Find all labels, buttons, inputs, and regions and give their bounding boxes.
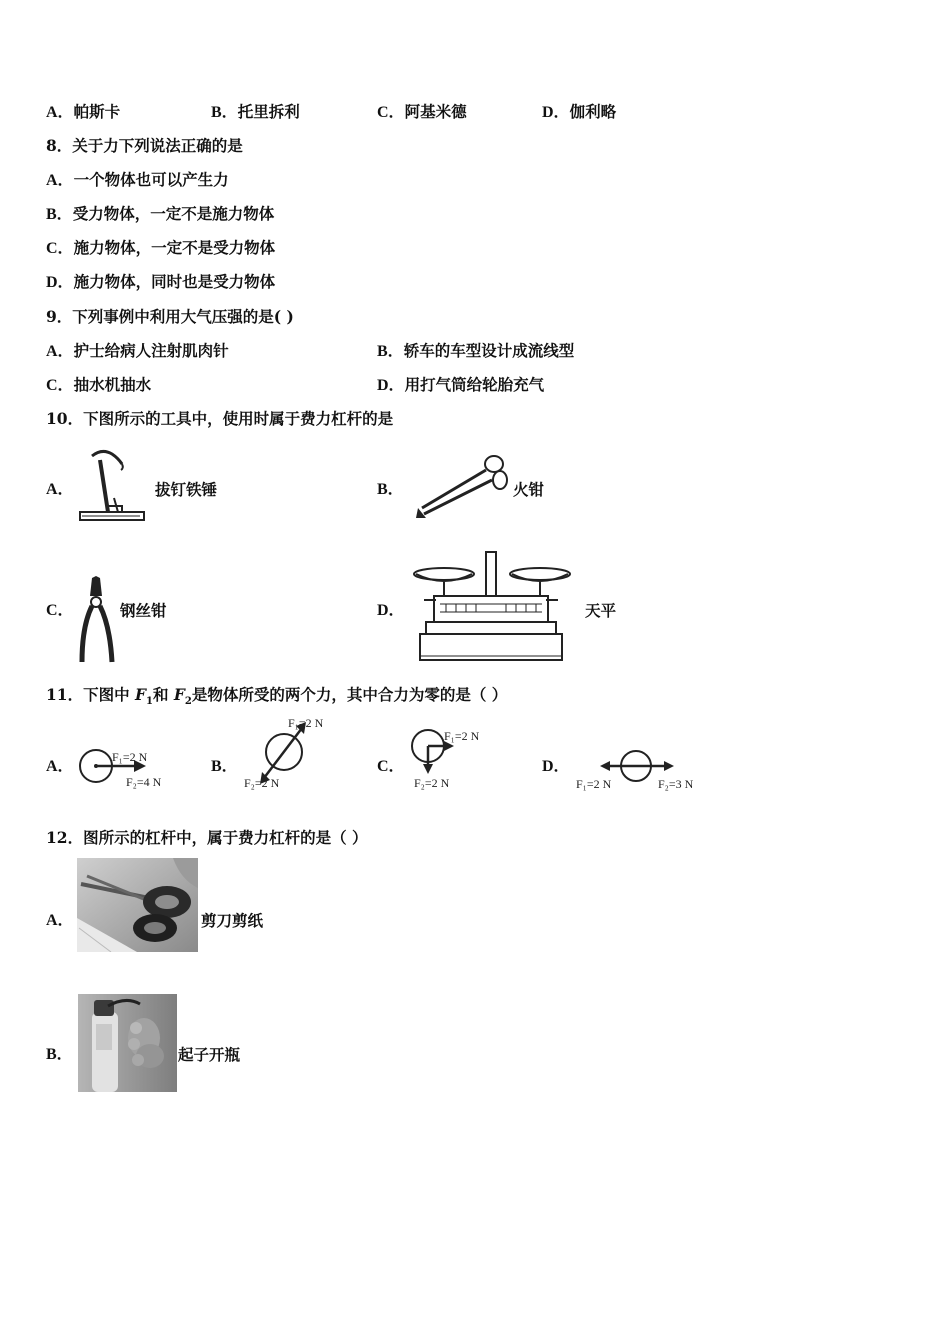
- option-letter: D．: [542, 104, 570, 121]
- q8-option-b: [46, 204, 274, 225]
- q10-option-b-letter: B．: [377, 481, 404, 498]
- stem-prefix: 11．下图中: [46, 685, 135, 704]
- q10-stem: 10．下图所示的工具中，使用时属于费力杠杆的是: [46, 409, 394, 428]
- q11-option-a-letter: A．: [46, 758, 74, 775]
- q9-option-c: [46, 375, 151, 396]
- option-text: 施力物体，同时也是受力物体: [73, 272, 276, 291]
- q9-option-b: [377, 341, 574, 362]
- q9-stem: 9．下列事例中利用大气压强的是( ): [46, 307, 294, 326]
- f2-symbol: F: [173, 685, 185, 704]
- q8-option-d: [46, 272, 275, 293]
- force-label-f1: F₁=2 N: [288, 716, 324, 730]
- q7-option-d: [542, 102, 616, 123]
- q8-option-a: [46, 170, 229, 191]
- q11-stem: [46, 685, 507, 712]
- q10-option-c-letter: C．: [46, 602, 74, 619]
- f1-symbol: F: [134, 685, 146, 704]
- and-word: 和: [152, 685, 174, 704]
- option-text: 用打气筒给轮胎充气: [404, 375, 545, 394]
- option-text: 伽利略: [569, 102, 617, 121]
- option-letter: B．: [46, 206, 73, 223]
- q7-option-a: [46, 102, 120, 123]
- q10-option-c-text: 钢丝钳: [120, 601, 167, 620]
- option-text: 受力物体，一定不是施力物体: [72, 204, 275, 223]
- force-diagram-b: [240, 712, 340, 794]
- stem-suffix: 是物体所受的两个力，其中合力为零的是（ ）: [191, 685, 508, 704]
- q12-option-b-text: 起子开瓶: [178, 1045, 241, 1064]
- option-letter: D．: [46, 274, 74, 291]
- q11-option-d-letter: D．: [542, 758, 570, 775]
- balance-scale-image: [406, 548, 574, 664]
- option-text: 帕斯卡: [73, 102, 121, 121]
- q9-option-d: [377, 375, 544, 396]
- force-label-f1: F₁=2 N: [112, 750, 148, 764]
- f1-subscript: 1: [145, 696, 153, 708]
- q7-option-b: [211, 102, 300, 123]
- bottle-opener-photo: [78, 994, 177, 1092]
- option-letter: A．: [46, 104, 74, 121]
- force-label-f2: F₂=2 N: [414, 776, 450, 790]
- force-label-f2: F₂=2 N: [244, 776, 280, 790]
- wire-pliers-image: [74, 576, 118, 666]
- q12-option-b-letter: B．: [46, 1046, 73, 1063]
- scissors-photo: [77, 858, 198, 952]
- option-letter: B．: [211, 104, 238, 121]
- q10-option-b-text: 火钳: [513, 480, 545, 499]
- q8-option-c: [46, 238, 275, 259]
- q12-stem: 12．图所示的杠杆中，属于费力杠杆的是（ ）: [46, 828, 368, 847]
- q11-option-c-letter: C．: [377, 758, 405, 775]
- option-letter: C．: [46, 377, 74, 394]
- q12-option-a-letter: A．: [46, 912, 74, 929]
- option-text: 轿车的车型设计成流线型: [403, 341, 575, 360]
- force-label-f2: F₂=3 N: [658, 777, 694, 791]
- force-diagram-d: [572, 748, 706, 794]
- option-text: 抽水机抽水: [73, 375, 152, 394]
- force-label-f2: F₂=4 N: [126, 775, 162, 789]
- claw-hammer-image: [78, 446, 148, 528]
- fire-tongs-image: [408, 452, 510, 522]
- option-letter: D．: [377, 377, 405, 394]
- force-diagram-a: [76, 744, 178, 792]
- q10-option-d-letter: D．: [377, 602, 405, 619]
- option-letter: C．: [46, 240, 74, 257]
- option-letter: A．: [46, 343, 74, 360]
- option-text: 施力物体，一定不是受力物体: [73, 238, 276, 257]
- f2-subscript: 2: [184, 696, 192, 708]
- option-letter: A．: [46, 172, 74, 189]
- option-text: 托里拆利: [237, 102, 300, 121]
- force-label-f1: F₁=2 N: [444, 729, 480, 743]
- option-text: 一个物体也可以产生力: [73, 170, 229, 189]
- q10-option-a-letter: A．: [46, 481, 74, 498]
- q10-option-a-text: 拔钉铁锤: [155, 480, 218, 499]
- option-letter: C．: [377, 104, 405, 121]
- q10-option-d-text: 天平: [585, 601, 617, 620]
- q9-option-a: [46, 341, 229, 362]
- q7-option-c: [377, 102, 467, 123]
- option-text: 阿基米德: [404, 102, 467, 121]
- option-letter: B．: [377, 343, 404, 360]
- q8-stem: 8．关于力下列说法正确的是: [46, 136, 243, 155]
- q11-option-b-letter: B．: [211, 758, 238, 775]
- force-diagram-c: [408, 724, 504, 792]
- q12-option-a-text: 剪刀剪纸: [201, 911, 264, 930]
- option-text: 护士给病人注射肌肉针: [73, 341, 229, 360]
- force-label-f1: F₁=2 N: [576, 777, 612, 791]
